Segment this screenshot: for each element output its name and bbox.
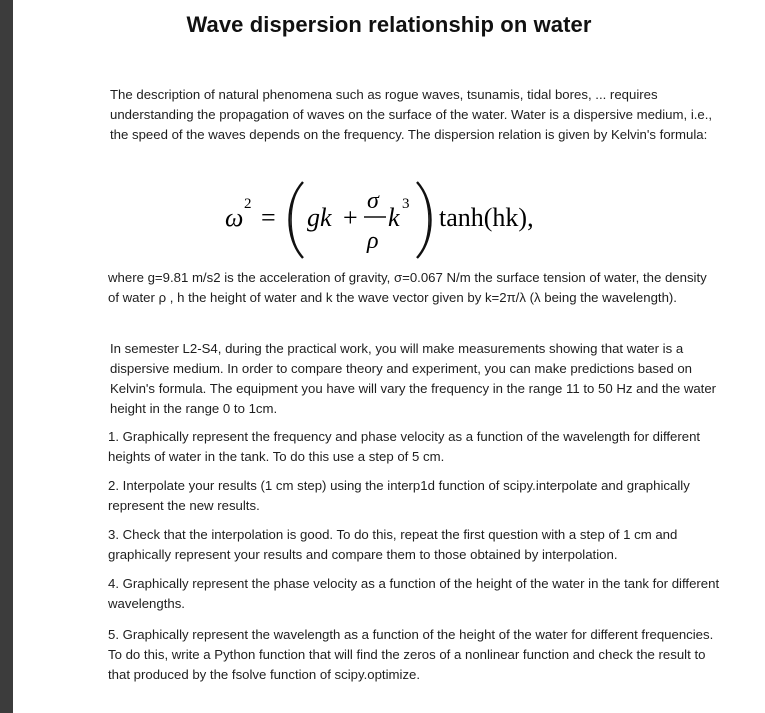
left-margin-bar [0,0,13,713]
formula-omega-exponent: 2 [244,196,252,212]
formula-sigma: σ [367,188,379,214]
question-5: 5. Graphically represent the wavelength as a function of the height of the water for different frequencies. To do this, write a Python function that will find the zeros of a nonlinear function and check the result to that produced by the fsolve function of scipy.optimize. [108,627,714,682]
question-3: 3. Check that the interpolation is good. To do this, repeat the first question with a step of 1 cm and graphically represent your results and compare them to those obtained by interpolation. [108,527,678,562]
where-paragraph: where g=9.81 m/s2 is the acceleration of gravity, σ=0.067 N/m the surface tension of water, the density of water ρ , h the height of water and k the wave vector given by k=2π/λ (λ being the wavelength). [108,270,707,305]
formula-equals: = [261,203,276,232]
question-2: 2. Interpolate your results (1 cm step) using the interp1d function of scipy.interpolate and graphically represent the new results. [108,478,690,513]
page-title: Wave dispersion relationship on water [186,12,592,37]
kelvin-formula [225,178,585,260]
formula-rho: ρ [367,228,379,254]
formula-omega: ω [225,203,244,232]
formula-k: k [388,203,400,232]
question-4: 4. Graphically represent the phase velocity as a function of the height of the water in the tank for different wavelengths. [108,576,720,611]
formula-tanh: tanh(hk), [439,203,534,232]
formula-gk: gk [307,203,332,232]
intro-paragraph: The description of natural phenomena such as rogue waves, tsunamis, tidal bores, ... requires understanding the propagation of waves on the surface of the water. Water is a dispersive medium, i.e., the speed of the waves depends on the frequency. The dispersion relation is given by Kelvin's formula: [110,87,713,142]
question-1: 1. Graphically represent the frequency and phase velocity as a function of the wavelength for different heights of water in the tank. To do this use a step of 5 cm. [108,429,701,464]
semester-paragraph: In semester L2-S4, during the practical work, you will make measurements showing that water is a dispersive medium. In order to compare theory and experiment, you can make predictions based on Kelvin's formula. The equipment you have will vary the frequency in the range 11 to 50 Hz and the water height in the range 0 to 1cm. [110,341,717,416]
formula-plus: + [343,203,358,232]
formula-k-exponent: 3 [402,196,410,212]
